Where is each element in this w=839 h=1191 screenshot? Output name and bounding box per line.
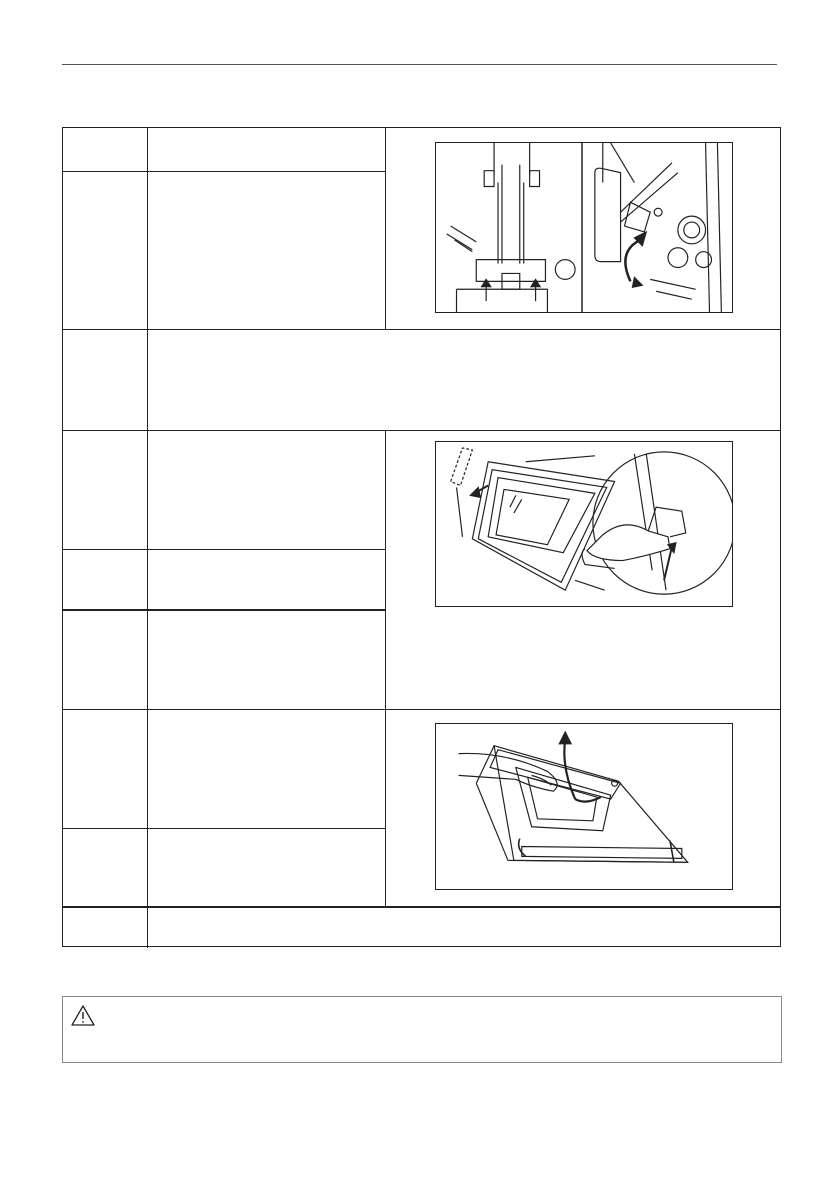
instruction-table bbox=[62, 127, 781, 947]
row-divider-6 bbox=[63, 709, 780, 710]
column-divider-number bbox=[147, 128, 148, 948]
row-divider-8 bbox=[63, 906, 780, 908]
header-rule bbox=[62, 64, 777, 65]
row-divider-1 bbox=[63, 171, 386, 172]
hinge-illustration bbox=[435, 142, 733, 313]
warning-triangle-icon bbox=[69, 1003, 97, 1028]
row-divider-5 bbox=[63, 609, 386, 611]
warning-box bbox=[62, 996, 782, 1063]
column-divider-figure-1 bbox=[385, 128, 386, 329]
glass-panel-removal-illustration bbox=[435, 441, 733, 607]
column-divider-figure-2 bbox=[385, 430, 386, 908]
row-divider-7 bbox=[63, 828, 386, 829]
row-divider-2 bbox=[63, 329, 780, 330]
row-divider-3 bbox=[63, 430, 780, 431]
inner-panel-lift-illustration bbox=[435, 723, 733, 890]
row-divider-4 bbox=[63, 549, 386, 550]
